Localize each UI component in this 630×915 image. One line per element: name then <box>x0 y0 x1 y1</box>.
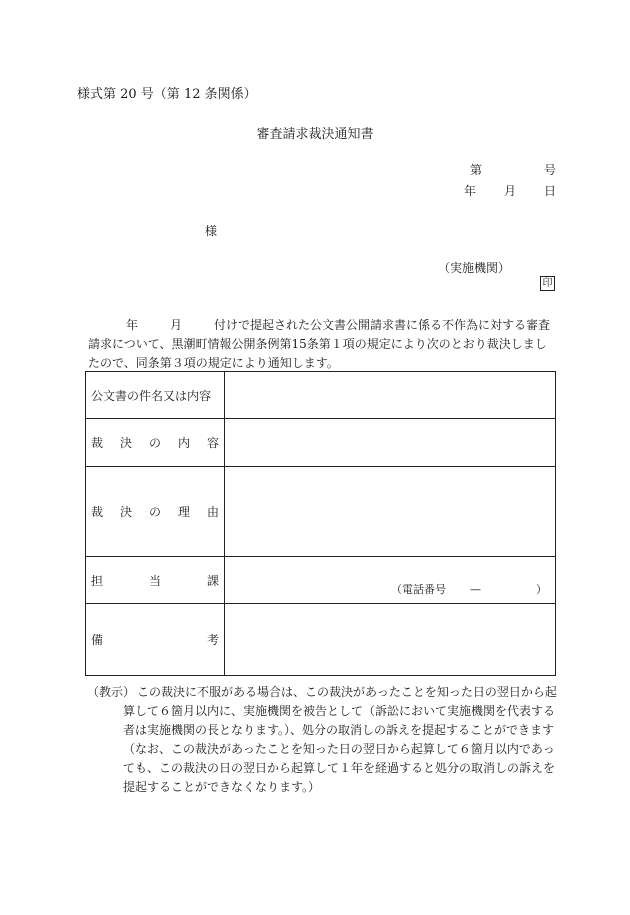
phone-close: ） <box>536 583 547 596</box>
addressee: 様 <box>205 224 218 238</box>
row-label: 備 考 <box>91 633 219 647</box>
form-id: 様式第 20 号（第 12 条関係） <box>77 87 257 102</box>
table-row <box>86 467 556 557</box>
phone-label: （電話番号 <box>391 583 446 596</box>
table-row <box>86 557 556 604</box>
row-value <box>225 419 556 467</box>
body-year: 年 <box>126 318 139 332</box>
row-value <box>225 467 556 557</box>
notice-head: （教示） <box>87 685 136 699</box>
row-value <box>225 557 556 604</box>
document-date-line <box>464 182 556 199</box>
phone-number <box>391 581 547 597</box>
row-label: 公文書の件名又は内容 <box>86 372 225 419</box>
document-number-line <box>470 161 556 178</box>
number-prefix: 第 <box>469 163 482 177</box>
seal-mark: 印 <box>540 276 555 291</box>
row-label: 担 当 課 <box>91 573 219 588</box>
date-day: 日 <box>543 184 556 198</box>
date-month: 月 <box>503 184 516 198</box>
table-row <box>86 604 556 676</box>
body-content: 付けで提起された公文書公開請求書に係る不作為に対する審査請求について、黒潮町情報公開条例第15条第１項の規定により次のとおり裁決しましたので、同条第３項の規定により通知します。 <box>88 318 551 370</box>
phone-dash: — <box>470 583 481 596</box>
row-label: 裁 決 の 内 容 <box>91 436 219 450</box>
date-year: 年 <box>463 184 476 198</box>
row-label: 裁 決 の 理 由 <box>91 505 219 519</box>
row-value <box>225 604 556 676</box>
document-title: 審査請求裁決通知書 <box>256 127 374 142</box>
row-value <box>225 372 556 419</box>
decision-table <box>85 371 556 676</box>
instruction-notice <box>87 683 557 797</box>
body-month: 月 <box>170 318 183 332</box>
body-text <box>88 316 558 373</box>
number-suffix: 号 <box>543 163 556 177</box>
issuer: （実施機関） <box>438 261 511 275</box>
table-row <box>86 372 556 419</box>
table-row <box>86 419 556 467</box>
notice-text: この裁決に不服がある場合は、この裁決があったことを知った日の翌日から起算して６箇月以内に、実施機関を被告として（訴訟において実施機関を代表する者は実施機関の長となります。）、処分の取消しの訴えを提起することができます（なお、この裁決があったことを知った日の翌日から起算して６箇月以内であっても、この裁決の日の翌日から起算して１年を経過すると処分の取消しの訴えを提起することができなくなります。） <box>123 685 557 794</box>
